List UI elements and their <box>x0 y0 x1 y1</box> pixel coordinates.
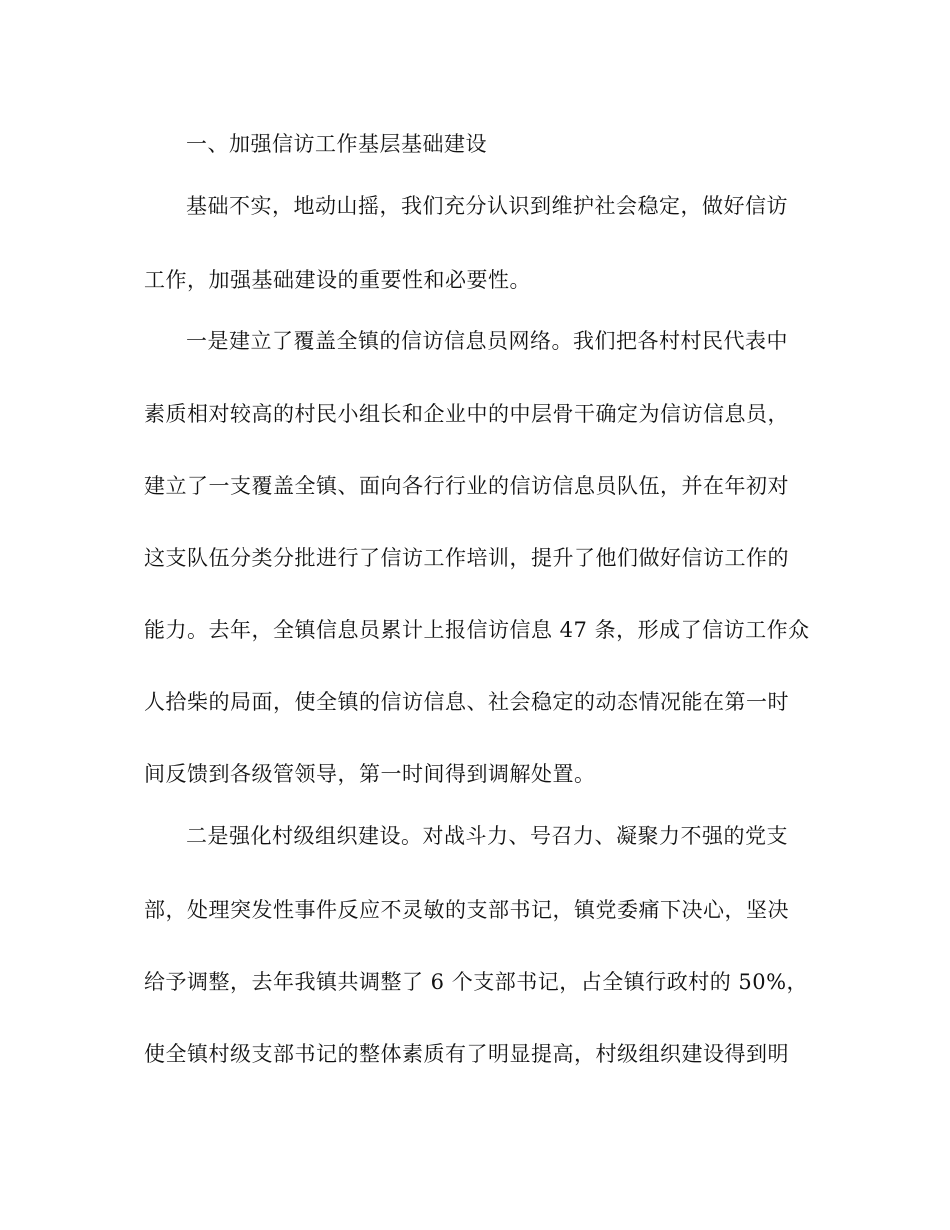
paragraph-line: 建立了一支覆盖全镇、面向各行行业的信访信息员队伍，并在年初对 <box>144 474 789 498</box>
section-heading: 一、加强信访工作基层基础建设 <box>186 132 487 156</box>
paragraph-line: 能力。去年，全镇信息员累计上报信访信息 47 条，形成了信访工作众 <box>144 618 810 642</box>
paragraph-line: 一是建立了覆盖全镇的信访信息员网络。我们把各村村民代表中 <box>186 329 788 353</box>
paragraph-line: 间反馈到各级管领导，第一时间得到调解处置。 <box>144 762 596 786</box>
paragraph-line: 二是强化村级组织建设。对战斗力、号召力、凝聚力不强的党支 <box>186 824 788 848</box>
paragraph-line: 人拾柴的局面，使全镇的信访信息、社会稳定的动态情况能在第一时 <box>144 690 789 714</box>
paragraph-line: 使全镇村级支部书记的整体素质有了明显提高，村级组织建设得到明 <box>144 1042 789 1066</box>
paragraph-line: 基础不实，地动山摇，我们充分认识到维护社会稳定，做好信访 <box>186 194 788 218</box>
paragraph-line: 这支队伍分类分批进行了信访工作培训，提升了他们做好信访工作的 <box>144 546 789 570</box>
paragraph-line: 工作，加强基础建设的重要性和必要性。 <box>144 268 531 292</box>
paragraph-line: 部，处理突发性事件反应不灵敏的支部书记，镇党委痛下决心，坚决 <box>144 898 789 922</box>
paragraph-line: 素质相对较高的村民小组长和企业中的中层骨干确定为信访信息员， <box>144 402 789 426</box>
paragraph-line: 给予调整，去年我镇共调整了 6 个支部书记，占全镇行政村的 50%， <box>144 970 809 994</box>
